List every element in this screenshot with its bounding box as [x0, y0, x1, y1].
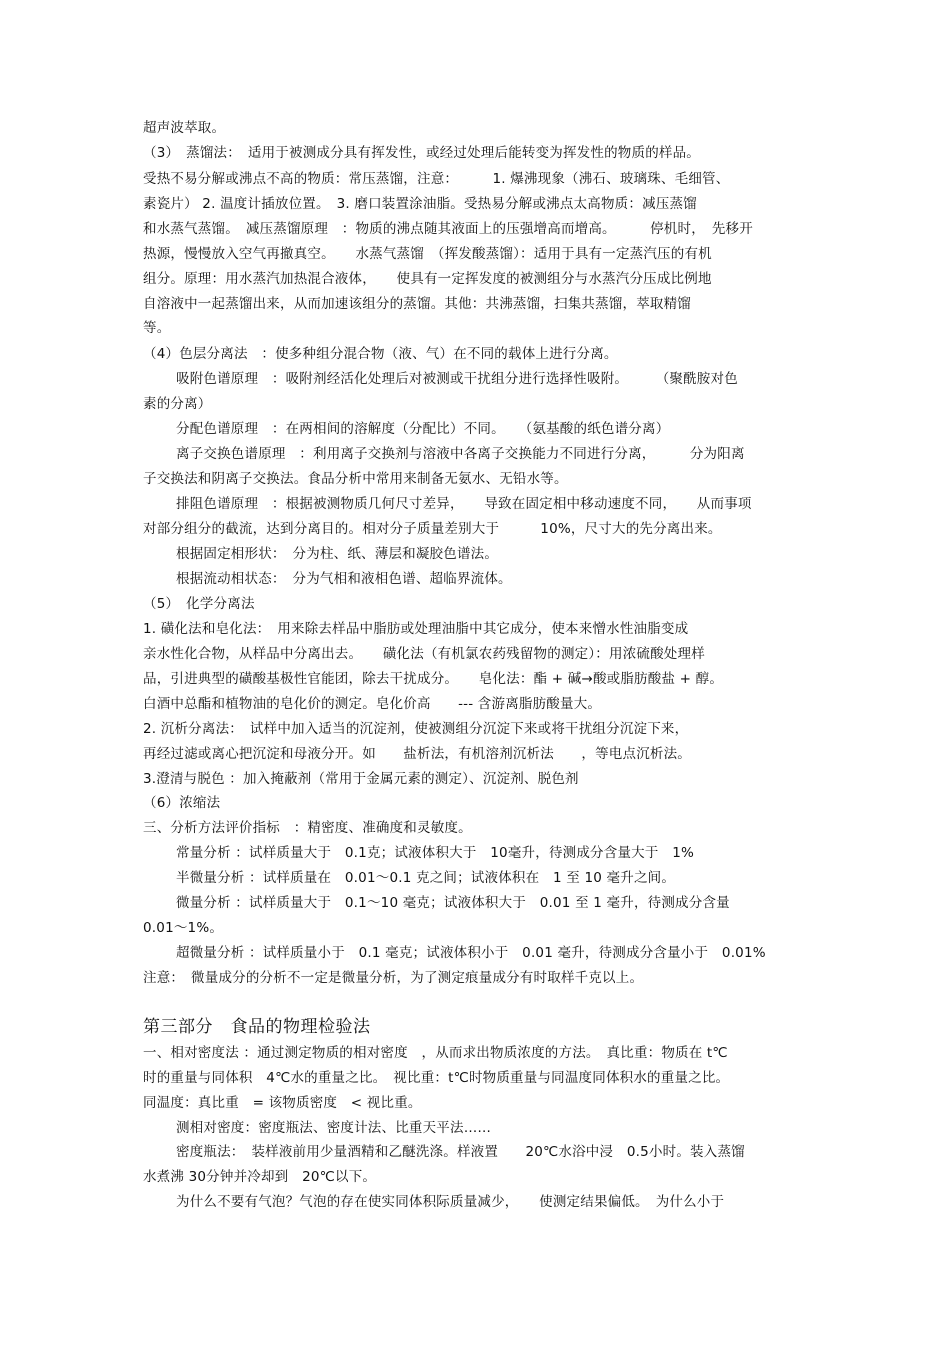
- section-heading: （4）色层分离法 ：使多种组分混合物（液、气）在不同的载体上进行分离。: [143, 346, 618, 362]
- text-line: 时的重量与同体积 4℃水的重量之比。 视比重：t℃时物质重量与同温度同体积水的重量之比。: [143, 1070, 730, 1086]
- text-line: 根据固定相形状： 分为柱、纸、薄层和凝胶色谱法。: [176, 546, 499, 562]
- text-line: 素的分离）: [143, 396, 212, 412]
- text-line: 分配色谱原理 ：在两相间的溶解度（分配比）不同。 （氨基酸的纸色谱分离）: [176, 421, 670, 437]
- text-line: 对部分组分的截流，达到分离目的。相对分子质量差别大于 10%，尺寸大的先分离出来。: [143, 521, 722, 537]
- text-line: 同温度：真比重 = 该物质密度 < 视比重。: [143, 1095, 422, 1111]
- text-line: 自溶液中一起蒸馏出来，从而加速该组分的蒸馏。其他：共沸蒸馏，扫集共蒸馏，萃取精馏: [143, 296, 691, 312]
- text-line: 超声波萃取。: [143, 120, 226, 136]
- text-line: 亲水性化合物，从样品中分离出去。 磺化法（有机氯农药残留物的测定）：用浓硫酸处理样: [143, 646, 705, 662]
- text-line: 组分。原理：用水蒸汽加热混合液体， 使具有一定挥发度的被测组分与水蒸汽分压成比例地: [143, 271, 712, 287]
- text-line: 密度瓶法： 装样液前用少量酒精和乙醚洗涤。样液置 20℃水浴中浸 0.5小时。装入蒸馏: [176, 1144, 745, 1160]
- text-line: 微量分析 ：试样质量大于 0.1～10 毫克；试液体积大于 0.01 至 1 毫升，待测成分含量: [176, 895, 730, 911]
- text-line: 白酒中总酯和植物油的皂化价的测定。皂化价高 --- 含游离脂肪酸量大。: [143, 696, 602, 712]
- text-line: 1. 磺化法和皂化法： 用来除去样品中脂肪或处理油脂中其它成分，使本来憎水性油脂变成: [143, 621, 689, 637]
- text-line: 离子交换色谱原理 ：利用离子交换剂与溶液中各离子交换能力不同进行分离， 分为阳离: [176, 446, 745, 462]
- text-line: 排阻色谱原理 ：根据被测物质几何尺寸差异， 导致在固定相中移动速度不同， 从而事项: [176, 496, 752, 512]
- text-line: 素瓷片） 2. 温度计插放位置。 3. 磨口装置涂油脂。受热易分解或沸点太高物质：减压蒸馏: [143, 196, 697, 212]
- text-line: 再经过滤或离心把沉淀和母液分开。如 盐析法，有机溶剂沉析法 ，等电点沉析法。: [143, 746, 691, 762]
- text-line: 半微量分析 ：试样质量在 0.01～0.1 克之间；试液体积在 1 至 10 毫升之间。: [176, 870, 676, 886]
- text-line: 吸附色谱原理 ：吸附剂经活化处理后对被测或干扰组分进行选择性吸附。 （聚酰胺对色: [176, 371, 738, 387]
- part-title: 第三部分 食品的物理检验法: [143, 1017, 371, 1037]
- text-line: 为什么不要有气泡？气泡的存在使实同体积际质量减少， 使测定结果偏低。 为什么小于: [176, 1194, 725, 1210]
- section-heading: （5） 化学分离法: [143, 596, 255, 612]
- text-line: 常量分析 ：试样质量大于 0.1克；试液体积大于 10毫升，待测成分含量大于 1%: [176, 845, 695, 861]
- text-line: 品，引进典型的磺酸基极性官能团，除去干扰成分。 皂化法：酯 + 碱→酸或脂肪酸盐 + 醇。: [143, 671, 724, 687]
- text-line: 测相对密度：密度瓶法、密度计法、比重天平法……: [176, 1120, 492, 1136]
- text-line: 根据流动相状态： 分为气相和液相色谱、超临界流体。: [176, 571, 512, 587]
- section-heading: 一、相对密度法 ：通过测定物质的相对密度 ，从而求出物质浓度的方法。 真比重：物质在 t℃: [143, 1045, 728, 1061]
- text-line: 注意： 微量成分的分析不一定是微量分析，为了测定痕量成分有时取样千克以上。: [143, 970, 644, 986]
- text-line: 超微量分析 ：试样质量小于 0.1 毫克；试液体积小于 0.01 毫升，待测成分含量小于 0.01%: [176, 945, 766, 961]
- text-line: 等。: [143, 320, 171, 336]
- text-line: 受热不易分解或沸点不高的物质：常压蒸馏，注意： 1. 爆沸现象（沸石、玻璃珠、毛细管、: [143, 171, 730, 187]
- text-line: 2. 沉析分离法： 试样中加入适当的沉淀剂，使被测组分沉淀下来或将干扰组分沉淀下来，: [143, 721, 689, 737]
- text-line: 和水蒸气蒸馏。 减压蒸馏原理 ：物质的沸点随其液面上的压强增高而增高。 停机时， 先移开: [143, 221, 753, 237]
- section-heading: （6）浓缩法: [143, 795, 221, 811]
- section-heading: 三、分析方法评价指标 ：精密度、准确度和灵敏度。: [143, 820, 472, 836]
- text-line: 热源，慢慢放入空气再撤真空。 水蒸气蒸馏 （挥发酸蒸馏）：适用于具有一定蒸汽压的有机: [143, 246, 712, 262]
- section-heading: （3） 蒸馏法： 适用于被测成分具有挥发性，或经过处理后能转变为挥发性的物质的样品。: [143, 145, 700, 161]
- text-line: 3.澄清与脱色 ：加入掩蔽剂（常用于金属元素的测定）、沉淀剂、脱色剂: [143, 771, 579, 787]
- text-line: 水煮沸 30分钟并冷却到 20℃以下。: [143, 1169, 377, 1185]
- text-line: 子交换法和阴离子交换法。食品分析中常用来制备无氨水、无铅水等。: [143, 471, 568, 487]
- text-line: 0.01～1%。: [143, 920, 224, 936]
